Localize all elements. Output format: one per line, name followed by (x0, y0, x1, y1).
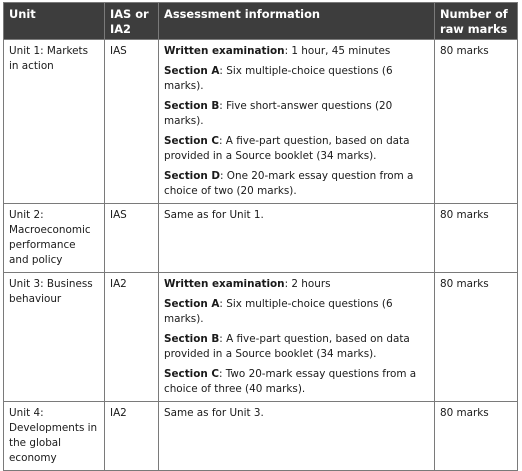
info-line (164, 208, 428, 223)
info-line-text: : Two 20-mark essay questions from a choice of three (40 marks). (164, 368, 417, 395)
info-line-heading: Section A (164, 65, 220, 77)
info-line-text: : 2 hours (284, 278, 331, 290)
header-unit: Unit (4, 3, 105, 40)
info-cell (159, 402, 435, 471)
info-line-heading: Written examination (164, 45, 285, 57)
info-line-text: : Six multiple-choice questions (6 marks). (164, 298, 393, 325)
info-line-heading: Section C (164, 135, 219, 147)
info-line (164, 134, 428, 164)
info-cell (159, 204, 435, 273)
info-line (164, 277, 428, 292)
header-row (4, 3, 518, 40)
marks-cell: 80 marks (435, 204, 518, 273)
table-row (4, 273, 518, 402)
info-line-heading: Section B (164, 100, 220, 112)
info-line-text: : A five-part question, based on data provided in a Source booklet (34 marks). (164, 135, 410, 162)
info-line-heading: Section A (164, 298, 220, 310)
unit-cell: Unit 3: Business behaviour (4, 273, 105, 402)
type-cell: IA2 (105, 273, 159, 402)
unit-cell: Unit 1: Markets in action (4, 40, 105, 204)
type-cell: IAS (105, 40, 159, 204)
info-cell (159, 40, 435, 204)
info-line-heading: Section C (164, 368, 219, 380)
info-line (164, 367, 428, 397)
info-line-heading: Written examination (164, 278, 285, 290)
marks-cell: 80 marks (435, 402, 518, 471)
table-row (4, 204, 518, 273)
assessment-table (3, 2, 518, 471)
info-line (164, 332, 428, 362)
type-cell: IAS (105, 204, 159, 273)
info-cell (159, 273, 435, 402)
info-line (164, 64, 428, 94)
info-line-text: : A five-part question, based on data provided in a Source booklet (34 marks). (164, 333, 410, 360)
info-line-heading: Section B (164, 333, 220, 345)
info-line-text: Same as for Unit 3. (164, 407, 264, 419)
info-line (164, 99, 428, 129)
info-line-text: Same as for Unit 1. (164, 209, 264, 221)
info-line (164, 297, 428, 327)
header-type: IAS or IA2 (105, 3, 159, 40)
unit-cell: Unit 2: Macroeconomic performance and policy (4, 204, 105, 273)
info-line-text: : 1 hour, 45 minutes (284, 45, 391, 57)
info-line-text: : Six multiple-choice questions (6 marks). (164, 65, 393, 92)
table-row (4, 40, 518, 204)
header-raw-marks: Number of raw marks (435, 3, 518, 40)
table-row (4, 402, 518, 471)
type-cell: IA2 (105, 402, 159, 471)
info-line-heading: Section D (164, 170, 220, 182)
unit-cell: Unit 4: Developments in the global economy (4, 402, 105, 471)
info-line-text: : One 20-mark essay question from a choice of two (20 marks). (164, 170, 414, 197)
header-assessment-information: Assessment information (159, 3, 435, 40)
marks-cell: 80 marks (435, 40, 518, 204)
marks-cell: 80 marks (435, 273, 518, 402)
info-line (164, 44, 428, 59)
info-line (164, 169, 428, 199)
info-line-text: : Five short-answer questions (20 marks). (164, 100, 393, 127)
